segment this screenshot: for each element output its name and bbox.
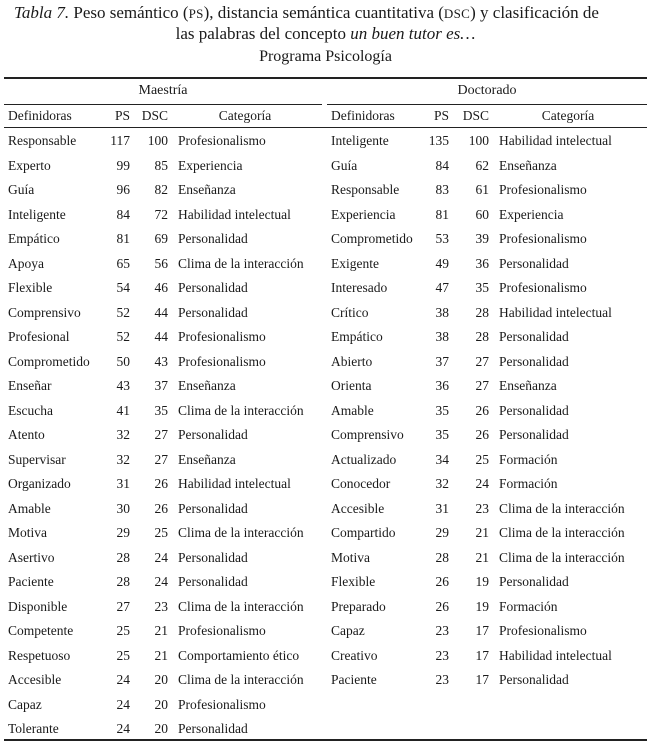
doctorado-categoria-cell: Habilidad intelectual (499, 647, 612, 663)
doctorado-definidora-cell: Creativo (331, 647, 378, 663)
maestria-ps-cell: 25 (116, 647, 130, 663)
table-row (4, 399, 647, 424)
caption-line-2 (0, 23, 651, 45)
doctorado-ps-cell: 35 (435, 402, 449, 418)
maestria-categoria-cell: Clima de la interacción (178, 672, 304, 687)
maestria-ps-cell: 24 (116, 721, 130, 736)
doctorado-categoria-cell: Formación (499, 451, 558, 467)
doctorado-categoria-cell: Profesionalismo (499, 231, 587, 246)
maestria-ps-cell: 41 (116, 402, 130, 418)
maestria-categoria-cell: Profesionalismo (178, 133, 266, 148)
caption-text-3: ) y clasificación de (470, 3, 599, 22)
maestria-definidora-cell: Empático (8, 231, 60, 246)
header-dsc-m: DSC (141, 108, 168, 123)
maestria-dsc-cell: 23 (154, 598, 168, 614)
table-row (4, 350, 647, 375)
maestria-categoria-cell: Clima de la interacción (178, 402, 304, 418)
table-row (4, 619, 647, 644)
maestria-ps-cell: 25 (116, 623, 130, 638)
doctorado-dsc-cell (449, 693, 489, 718)
maestria-categoria-cell: Personalidad (178, 721, 248, 736)
doctorado-dsc-cell: 27 (475, 353, 489, 369)
maestria-definidora-cell: Comprometido (8, 353, 90, 369)
maestria-categoria-cell: Habilidad intelectual (178, 206, 291, 222)
doctorado-ps-cell: 26 (435, 598, 449, 614)
maestria-categoria-cell: Comportamiento ético (178, 647, 300, 663)
doctorado-ps-cell: 29 (435, 525, 449, 540)
group-title-maestria: Maestría (138, 83, 188, 98)
maestria-definidora-cell: Flexible (8, 280, 53, 295)
maestria-dsc-cell: 46 (154, 280, 168, 295)
maestria-categoria-cell: Personalidad (178, 427, 248, 442)
table-row (4, 227, 647, 252)
maestria-categoria-cell: Enseñanza (178, 182, 236, 197)
table-row (4, 497, 647, 522)
maestria-definidora-cell: Escucha (8, 402, 53, 418)
doctorado-dsc-cell: 24 (475, 476, 489, 491)
table-row (4, 154, 647, 179)
doctorado-dsc-cell: 39 (475, 231, 489, 246)
maestria-definidora-cell: Capaz (8, 696, 42, 712)
doctorado-definidora-cell: Guía (331, 157, 358, 173)
maestria-ps-cell: 29 (116, 525, 130, 540)
doctorado-ps-cell: 83 (435, 182, 449, 197)
caption-text-2: ), distancia semántica cuantitativa ( (203, 3, 444, 22)
maestria-categoria-cell: Personalidad (178, 549, 248, 565)
maestria-ps-cell: 32 (116, 451, 130, 467)
maestria-ps-cell: 28 (116, 549, 130, 565)
doctorado-categoria-cell: Clima de la interacción (499, 549, 625, 565)
table-body (4, 127, 647, 742)
table-row (4, 127, 647, 154)
doctorado-dsc-cell: 27 (475, 378, 489, 393)
doctorado-ps-cell: 38 (435, 304, 449, 320)
maestria-definidora-cell: Respetuoso (8, 647, 71, 663)
doctorado-categoria-cell: Clima de la interacción (499, 525, 625, 540)
doctorado-definidora-cell (327, 717, 419, 742)
doctorado-dsc-cell: 25 (475, 451, 489, 467)
header-row (4, 105, 647, 127)
doctorado-ps-cell (419, 717, 449, 742)
table-row (4, 301, 647, 326)
maestria-definidora-cell: Disponible (8, 598, 68, 614)
maestria-ps-cell: 117 (110, 133, 130, 148)
maestria-dsc-cell: 21 (154, 623, 168, 638)
maestria-definidora-cell: Accesible (8, 672, 62, 687)
maestria-definidora-cell: Experto (8, 157, 51, 173)
maestria-dsc-cell: 43 (154, 353, 168, 369)
doctorado-dsc-cell (449, 717, 489, 742)
doctorado-dsc-cell: 17 (475, 647, 489, 663)
top-rule (4, 77, 647, 79)
table-row (4, 423, 647, 448)
maestria-definidora-cell: Apoya (8, 255, 44, 271)
maestria-dsc-cell: 20 (154, 696, 168, 712)
doctorado-definidora-cell: Exigente (331, 255, 379, 271)
doctorado-dsc-cell: 21 (475, 549, 489, 565)
doctorado-definidora-cell: Preparado (331, 598, 386, 614)
doctorado-categoria-cell: Enseñanza (499, 378, 557, 393)
maestria-categoria-cell: Profesionalismo (178, 623, 266, 638)
table-row (4, 570, 647, 595)
doctorado-definidora-cell: Experiencia (331, 206, 396, 222)
maestria-dsc-cell: 26 (154, 500, 168, 516)
table-row (4, 276, 647, 301)
maestria-ps-cell: 27 (116, 598, 130, 614)
doctorado-ps-cell: 32 (435, 476, 449, 491)
doctorado-categoria-cell: Personalidad (499, 402, 569, 418)
header-cat-d: Categoría (541, 108, 595, 123)
doctorado-dsc-cell: 26 (475, 427, 489, 442)
maestria-definidora-cell: Comprensivo (8, 304, 81, 320)
doctorado-dsc-cell: 26 (475, 402, 489, 418)
maestria-definidora-cell: Organizado (8, 476, 71, 491)
doctorado-definidora-cell: Compartido (331, 525, 396, 540)
maestria-dsc-cell: 26 (154, 476, 168, 491)
header-ps-m: PS (114, 108, 130, 123)
maestria-dsc-cell: 20 (154, 721, 168, 736)
maestria-definidora-cell: Asertivo (8, 549, 55, 565)
caption-abbr-dsc: DSC (443, 6, 471, 21)
doctorado-ps-cell: 26 (435, 574, 449, 589)
doctorado-categoria-cell: Habilidad intelectual (499, 304, 612, 320)
maestria-definidora-cell: Enseñar (8, 378, 52, 393)
maestria-definidora-cell: Responsable (8, 133, 77, 148)
doctorado-dsc-cell: 28 (475, 304, 489, 320)
maestria-ps-cell: 52 (116, 329, 130, 344)
maestria-dsc-cell: 20 (154, 672, 168, 687)
doctorado-ps-cell: 84 (435, 157, 449, 173)
header-cat-m: Categoría (218, 108, 272, 123)
maestria-dsc-cell: 21 (154, 647, 168, 663)
table-label: Tabla 7. (14, 3, 70, 22)
maestria-dsc-cell: 72 (154, 206, 168, 222)
table-row (4, 644, 647, 669)
maestria-definidora-cell: Tolerante (8, 721, 59, 736)
doctorado-definidora-cell: Actualizado (331, 451, 397, 467)
doctorado-categoria-cell: Enseñanza (499, 157, 557, 173)
maestria-categoria-cell: Profesionalismo (178, 329, 266, 344)
header-def-m: Definidoras (8, 108, 72, 123)
maestria-categoria-cell: Habilidad intelectual (178, 476, 291, 491)
group-title-doctorado: Doctorado (457, 83, 517, 98)
maestria-categoria-cell: Experiencia (178, 157, 243, 173)
caption-text-1: Peso semántico ( (73, 3, 189, 22)
doctorado-definidora-cell: Accesible (331, 500, 385, 516)
doctorado-ps-cell (419, 693, 449, 718)
doctorado-ps-cell: 38 (435, 329, 449, 344)
doctorado-ps-cell: 49 (435, 255, 449, 271)
doctorado-categoria-cell: Personalidad (499, 427, 569, 442)
doctorado-definidora-cell: Amable (331, 402, 374, 418)
doctorado-definidora-cell: Comprensivo (331, 427, 404, 442)
maestria-dsc-cell: 35 (154, 402, 168, 418)
doctorado-dsc-cell: 19 (475, 574, 489, 589)
table-row (4, 521, 647, 546)
maestria-categoria-cell: Enseñanza (178, 378, 236, 393)
maestria-ps-cell: 99 (116, 157, 130, 173)
doctorado-dsc-cell: 17 (475, 672, 489, 687)
doctorado-ps-cell: 36 (435, 378, 449, 393)
maestria-dsc-cell: 100 (147, 133, 168, 148)
doctorado-ps-cell: 47 (435, 280, 449, 295)
maestria-definidora-cell: Motiva (8, 525, 47, 540)
doctorado-ps-cell: 23 (435, 672, 449, 687)
caption-abbr-ps: PS (188, 6, 204, 21)
maestria-dsc-cell: 82 (154, 182, 168, 197)
doctorado-definidora-cell: Inteligente (331, 133, 389, 148)
maestria-ps-cell: 31 (116, 476, 130, 491)
doctorado-categoria-cell: Profesionalismo (499, 182, 587, 197)
maestria-ps-cell: 24 (116, 696, 130, 712)
doctorado-categoria-cell: Profesionalismo (499, 280, 587, 295)
maestria-dsc-cell: 85 (154, 157, 168, 173)
maestria-categoria-cell: Personalidad (178, 231, 248, 246)
maestria-ps-cell: 30 (116, 500, 130, 516)
doctorado-categoria-cell: Habilidad intelectual (499, 133, 612, 148)
maestria-dsc-cell: 24 (154, 549, 168, 565)
doctorado-definidora-cell (327, 693, 419, 718)
table-row (4, 693, 647, 718)
doctorado-ps-cell: 35 (435, 427, 449, 442)
doctorado-ps-cell: 53 (435, 231, 449, 246)
caption-line2-prefix: las palabras del concepto (175, 24, 351, 43)
header-ps-d: PS (433, 108, 449, 123)
doctorado-dsc-cell: 19 (475, 598, 489, 614)
doctorado-ps-cell: 34 (435, 451, 449, 467)
doctorado-dsc-cell: 28 (475, 329, 489, 344)
doctorado-definidora-cell: Capaz (331, 623, 365, 638)
doctorado-definidora-cell: Interesado (331, 280, 388, 295)
maestria-categoria-cell: Personalidad (178, 500, 248, 516)
maestria-ps-cell: 52 (116, 304, 130, 320)
data-table (4, 105, 647, 742)
maestria-dsc-cell: 44 (154, 329, 168, 344)
table-row (4, 546, 647, 571)
table-row (4, 203, 647, 228)
doctorado-dsc-cell: 60 (475, 206, 489, 222)
table-row (4, 668, 647, 693)
doctorado-definidora-cell: Empático (331, 329, 383, 344)
maestria-categoria-cell: Personalidad (178, 304, 248, 320)
doctorado-categoria-cell: Personalidad (499, 353, 569, 369)
doctorado-definidora-cell: Motiva (331, 549, 370, 565)
doctorado-categoria-cell: Personalidad (499, 574, 569, 589)
doctorado-categoria-cell: Personalidad (499, 329, 569, 344)
maestria-dsc-cell: 37 (154, 378, 168, 393)
doctorado-definidora-cell: Responsable (331, 182, 400, 197)
maestria-categoria-cell: Personalidad (178, 280, 248, 295)
maestria-ps-cell: 28 (116, 574, 130, 589)
doctorado-ps-cell: 37 (435, 353, 449, 369)
program-title: Programa Psicología (259, 48, 392, 65)
doctorado-categoria-cell: Experiencia (499, 206, 564, 222)
doctorado-ps-cell: 23 (435, 623, 449, 638)
doctorado-ps-cell: 135 (428, 133, 449, 148)
maestria-dsc-cell: 24 (154, 574, 168, 589)
maestria-definidora-cell: Guía (8, 182, 35, 197)
maestria-dsc-cell: 27 (154, 451, 168, 467)
doctorado-definidora-cell: Orienta (331, 378, 372, 393)
table-row (4, 178, 647, 203)
doctorado-categoria-cell (489, 717, 647, 742)
table-row (4, 374, 647, 399)
doctorado-ps-cell: 31 (435, 500, 449, 516)
maestria-ps-cell: 43 (116, 378, 130, 393)
doctorado-categoria-cell: Profesionalismo (499, 623, 587, 638)
table-row (4, 252, 647, 277)
doctorado-categoria-cell: Personalidad (499, 255, 569, 271)
table-row (4, 595, 647, 620)
doctorado-categoria-cell: Formación (499, 598, 558, 614)
table-row (4, 325, 647, 350)
maestria-categoria-cell: Profesionalismo (178, 696, 266, 712)
maestria-ps-cell: 96 (116, 182, 130, 197)
maestria-definidora-cell: Paciente (8, 574, 54, 589)
maestria-dsc-cell: 44 (154, 304, 168, 320)
maestria-ps-cell: 50 (116, 353, 130, 369)
maestria-ps-cell: 54 (116, 280, 130, 295)
maestria-categoria-cell: Enseñanza (178, 451, 236, 467)
doctorado-definidora-cell: Paciente (331, 672, 377, 687)
doctorado-definidora-cell: Conocedor (331, 476, 391, 491)
maestria-dsc-cell: 25 (154, 525, 168, 540)
doctorado-ps-cell: 23 (435, 647, 449, 663)
doctorado-dsc-cell: 17 (475, 623, 489, 638)
doctorado-categoria-cell: Formación (499, 476, 558, 491)
doctorado-definidora-cell: Flexible (331, 574, 376, 589)
doctorado-ps-cell: 28 (435, 549, 449, 565)
maestria-definidora-cell: Atento (8, 427, 45, 442)
header-dsc-d: DSC (462, 108, 489, 123)
table-row (4, 717, 647, 742)
header-def-d: Definidoras (331, 108, 395, 123)
doctorado-dsc-cell: 100 (468, 133, 489, 148)
maestria-ps-cell: 24 (116, 672, 130, 687)
maestria-dsc-cell: 56 (154, 255, 168, 271)
maestria-categoria-cell: Clima de la interacción (178, 525, 304, 540)
doctorado-definidora-cell: Abierto (331, 353, 373, 369)
doctorado-dsc-cell: 35 (475, 280, 489, 295)
doctorado-dsc-cell: 23 (475, 500, 489, 516)
maestria-ps-cell: 65 (116, 255, 130, 271)
maestria-ps-cell: 81 (116, 231, 130, 246)
doctorado-categoria-cell: Clima de la interacción (499, 500, 625, 516)
maestria-dsc-cell: 27 (154, 427, 168, 442)
doctorado-ps-cell: 81 (435, 206, 449, 222)
maestria-categoria-cell: Clima de la interacción (178, 598, 304, 614)
doctorado-categoria-cell: Personalidad (499, 672, 569, 687)
caption-line2-italic: un buen tutor es… (350, 24, 476, 43)
maestria-definidora-cell: Competente (8, 623, 74, 638)
table-row (4, 448, 647, 473)
maestria-categoria-cell: Personalidad (178, 574, 248, 589)
table-row (4, 472, 647, 497)
maestria-categoria-cell: Clima de la interacción (178, 255, 304, 271)
doctorado-dsc-cell: 61 (475, 182, 489, 197)
maestria-dsc-cell: 69 (154, 231, 168, 246)
maestria-definidora-cell: Inteligente (8, 206, 66, 222)
maestria-categoria-cell: Profesionalismo (178, 353, 266, 369)
maestria-definidora-cell: Supervisar (8, 451, 66, 467)
doctorado-dsc-cell: 36 (475, 255, 489, 271)
doctorado-definidora-cell: Comprometido (331, 231, 413, 246)
maestria-definidora-cell: Amable (8, 500, 51, 516)
doctorado-categoria-cell (489, 693, 647, 718)
doctorado-definidora-cell: Crítico (331, 304, 369, 320)
doctorado-dsc-cell: 21 (475, 525, 489, 540)
maestria-ps-cell: 32 (116, 427, 130, 442)
maestria-definidora-cell: Profesional (8, 329, 70, 344)
doctorado-dsc-cell: 62 (475, 157, 489, 173)
caption-line-1 (14, 2, 599, 25)
maestria-ps-cell: 84 (116, 206, 130, 222)
